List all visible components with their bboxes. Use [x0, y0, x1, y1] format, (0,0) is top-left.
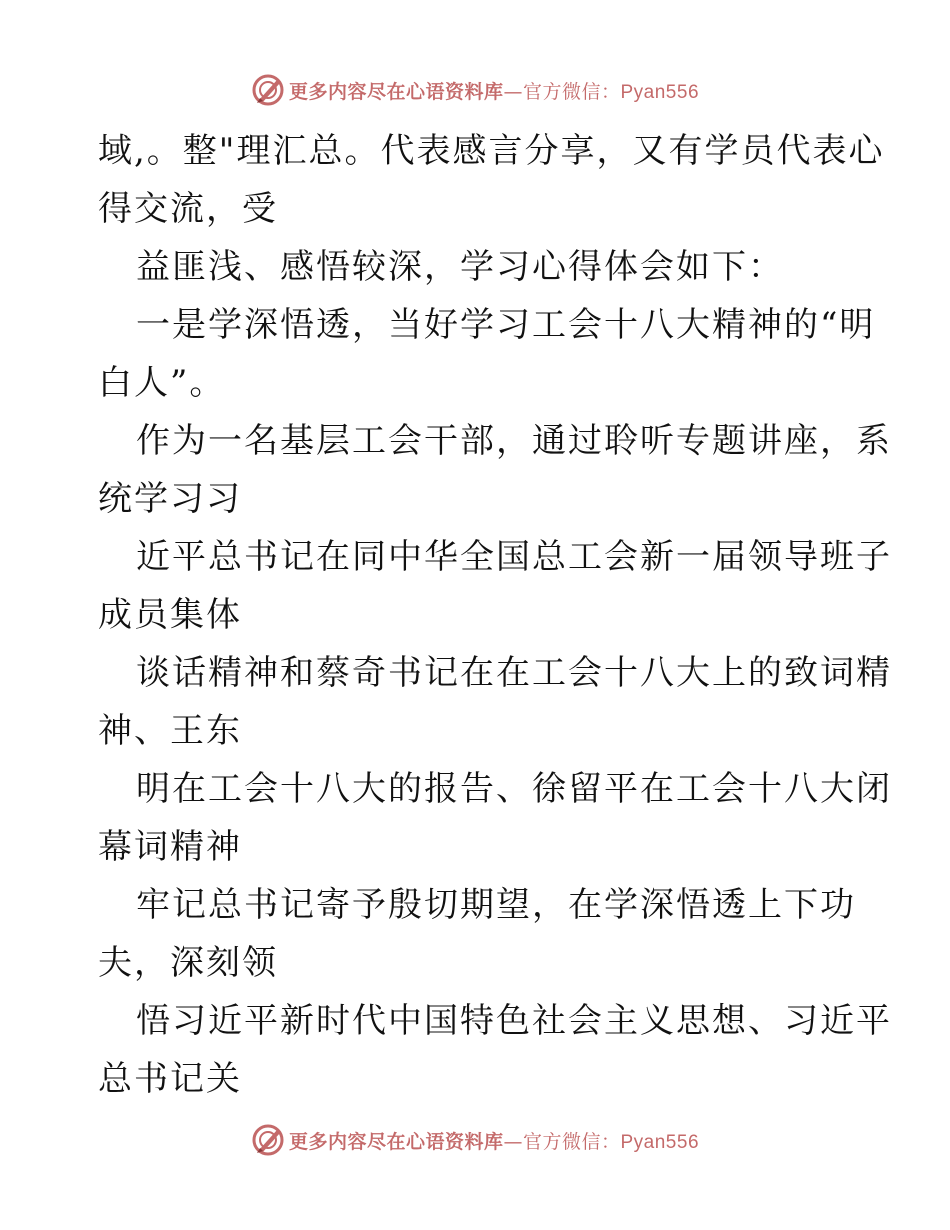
- body-line: 成员集体: [98, 595, 242, 635]
- watermark-title: 更多内容尽在心语资料库: [288, 1130, 504, 1153]
- body-line: 域,。整"理汇总。代表感言分享，又有学员代表心: [98, 131, 885, 171]
- watermark-wechat-id: Pyan556: [620, 1131, 700, 1153]
- body-line: 一是学深悟透，当好学习工会十八大精神的“明: [136, 305, 876, 345]
- pen-logo-icon: [251, 73, 285, 107]
- watermark-wechat-id: Pyan556: [620, 81, 700, 103]
- body-line: 近平总书记在同中华全国总工会新一届领导班子: [136, 537, 892, 577]
- body-line: 牢记总书记寄予殷切期望，在学深悟透上下功: [136, 885, 856, 925]
- document-body: [98, 122, 892, 1108]
- watermark-text: [289, 77, 699, 104]
- watermark-title: 更多内容尽在心语资料库: [288, 80, 504, 103]
- watermark-header: [0, 70, 950, 110]
- body-line: 统学习习: [98, 479, 242, 519]
- body-line: 得交流，受: [98, 189, 278, 229]
- body-line: 作为一名基层工会干部，通过聆听专题讲座，系: [136, 421, 892, 461]
- body-line: 幕词精神: [98, 827, 242, 867]
- watermark-separator: —官方微信：: [503, 80, 621, 103]
- watermark-text: [289, 1127, 699, 1154]
- body-line: 白人”。: [98, 363, 226, 403]
- body-line: 夫，深刻领: [98, 943, 278, 983]
- watermark-footer: [0, 1120, 950, 1160]
- pen-logo-icon: [251, 1123, 285, 1157]
- body-line: 悟习近平新时代中国特色社会主义思想、习近平: [136, 1001, 892, 1041]
- body-line: 谈话精神和蔡奇书记在在工会十八大上的致词精: [136, 653, 892, 693]
- watermark-separator: —官方微信：: [503, 1130, 621, 1153]
- body-line: 益匪浅、感悟较深，学习心得体会如下：: [136, 247, 784, 287]
- body-line: 神、王东: [98, 711, 242, 751]
- body-line: 明在工会十八大的报告、徐留平在工会十八大闭: [136, 769, 892, 809]
- body-line: 总书记关: [98, 1059, 242, 1099]
